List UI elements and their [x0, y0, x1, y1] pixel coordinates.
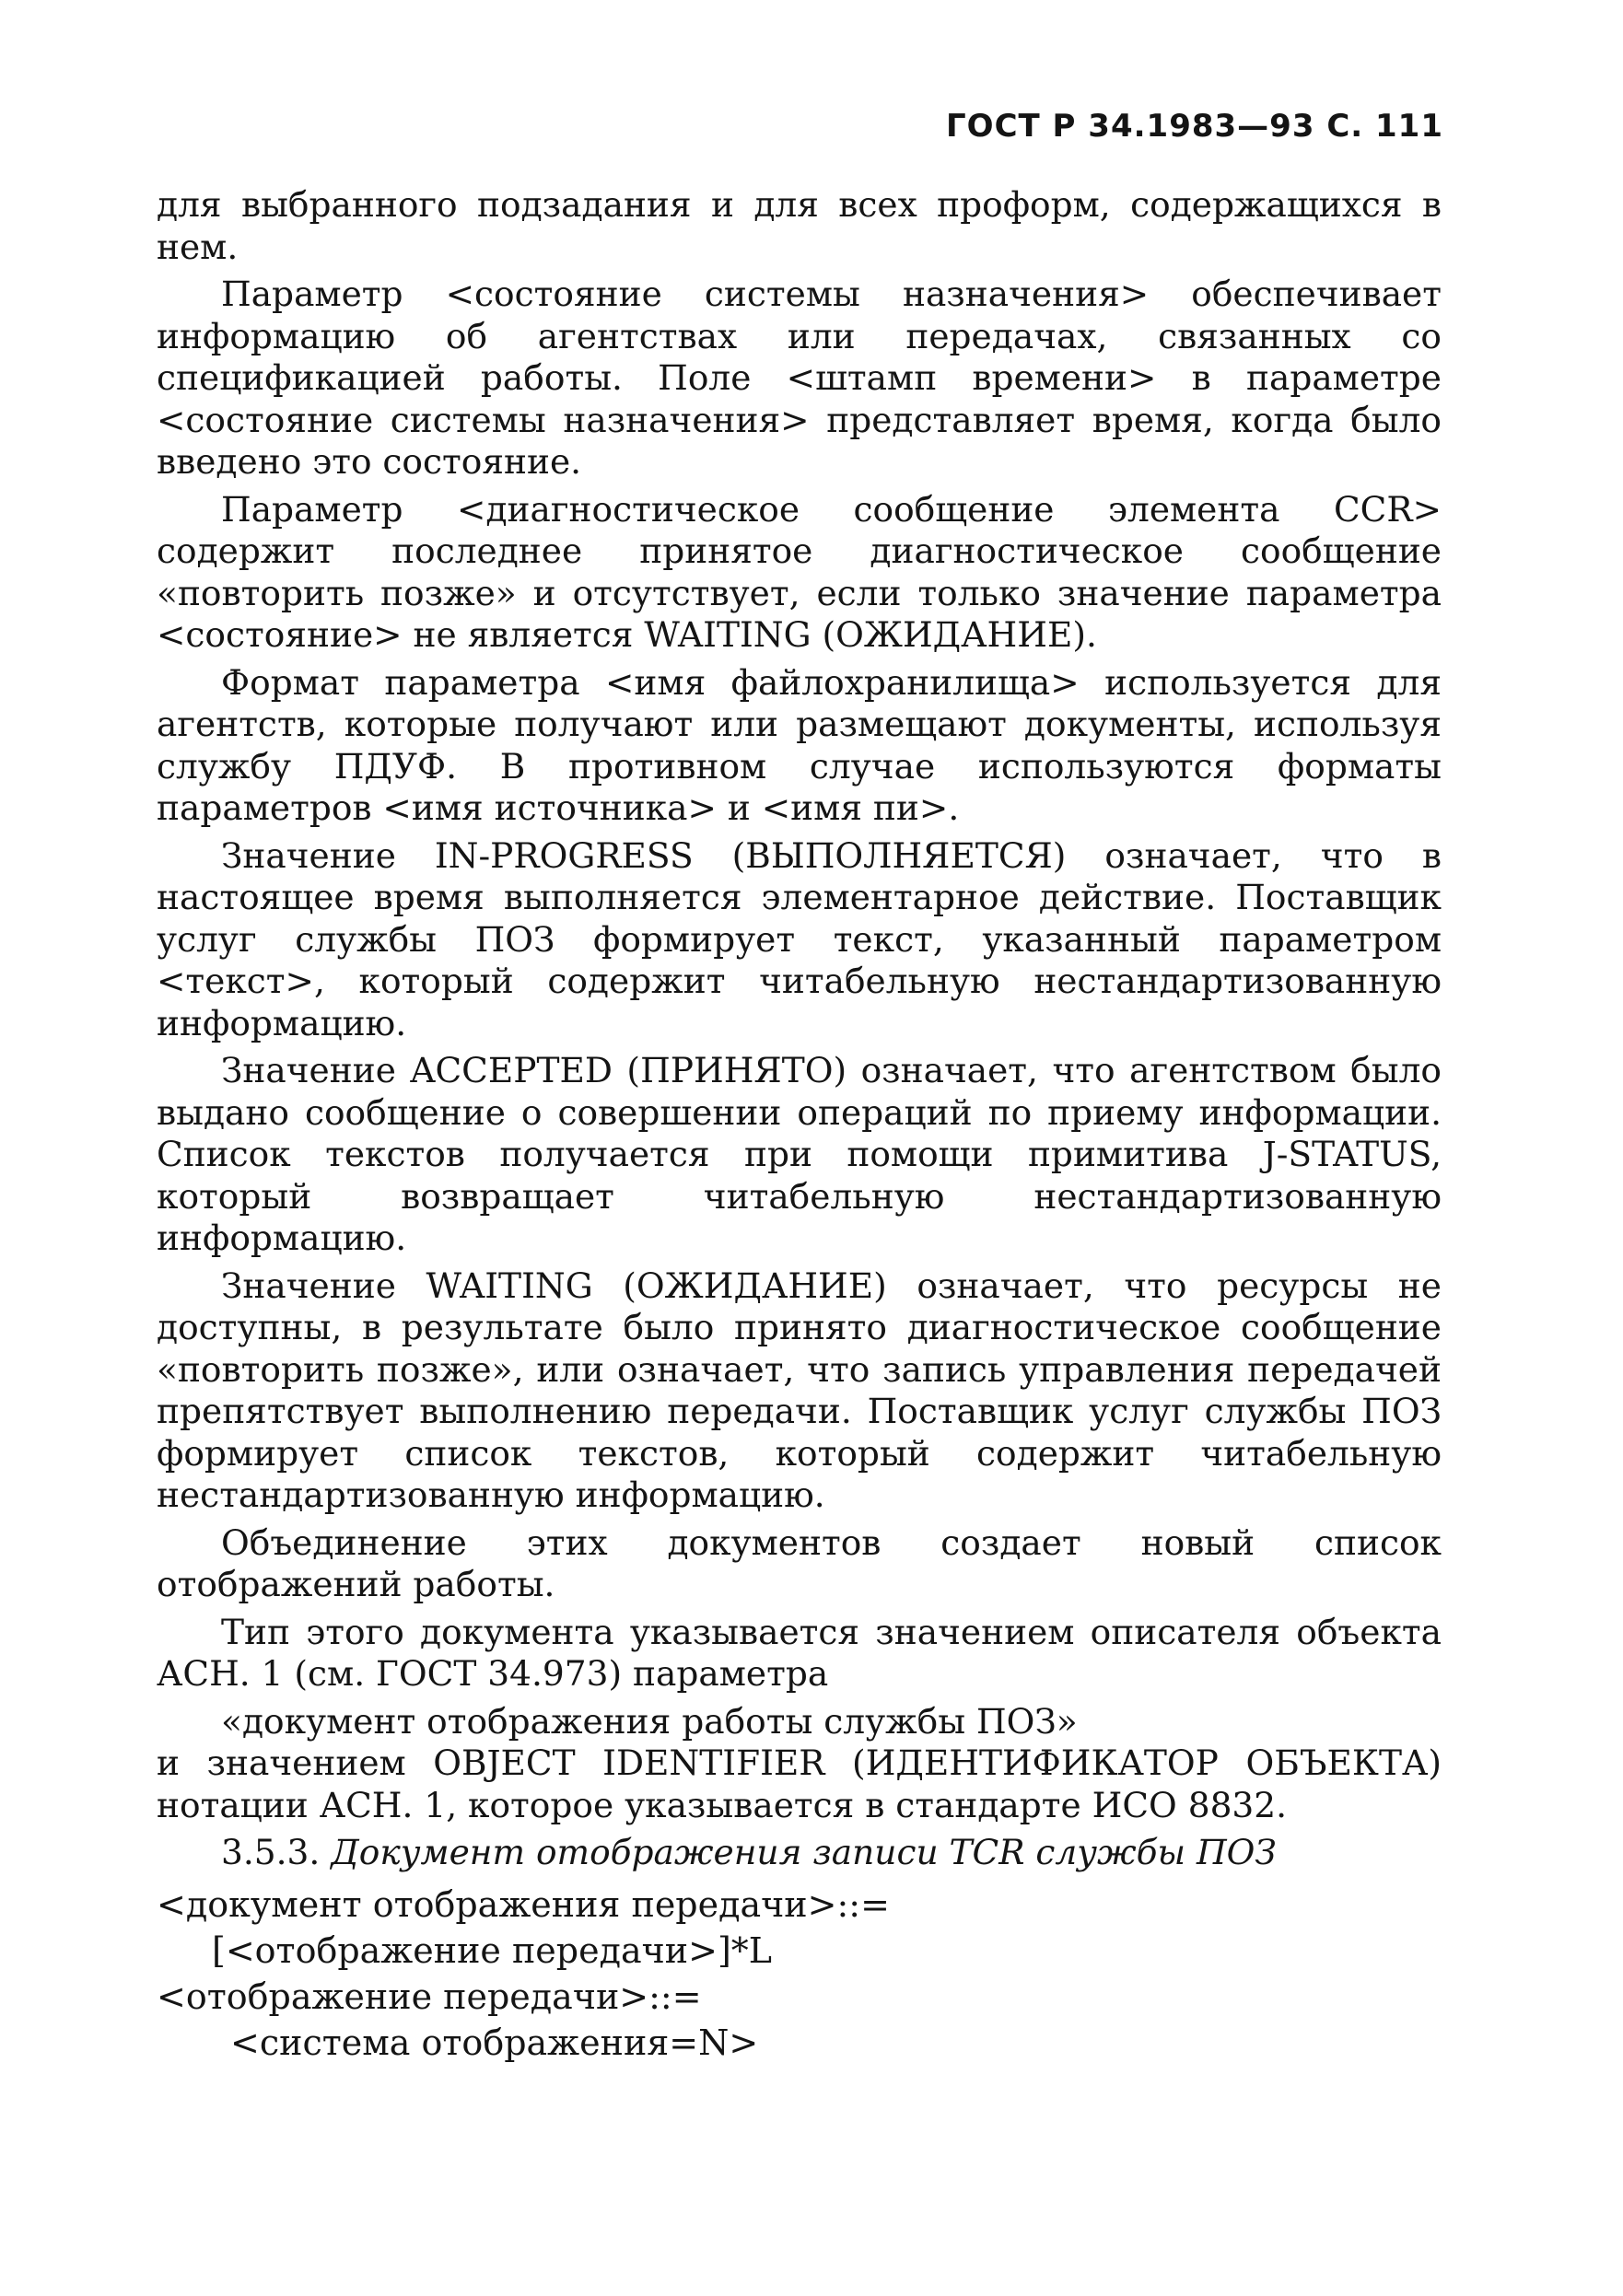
paragraph-2: Параметр <состояние системы назначения> обеспечивает информацию об агентствах или передачах, связанных со спецификацией работы. Поле <штамп времени> в параметре <состояние системы назначения> представляет время, когда было введено это состояние.	[157, 274, 1442, 482]
paragraph-6: Значение ACCEPTED (ПРИНЯТО) означает, что агентством было выдано сообщение о совершении операций по приему информации. Список текстов получается при помощи примитива J-STATUS, который возвращает читабельную нестандартизованную информацию.	[157, 1050, 1442, 1258]
paragraph-7: Значение WAITING (ОЖИДАНИЕ) означает, что ресурсы не доступны, в результате было принято диагностическое сообщение «повторить позже», или означает, что запись управления передачей препятствует выполнению передачи. Поставщик услуг службы ПОЗ формирует список текстов, который содержит читабельную нестандартизованную информацию.	[157, 1265, 1442, 1515]
grammar-line: <документ отображения передачи>::=	[157, 1883, 890, 1925]
paragraph-1: для выбранного подзадания и для всех проформ, содержащихся в нем.	[157, 184, 1442, 267]
section-title: Документ отображения записи TCR службы ПОЗ	[331, 1832, 1277, 1872]
paragraph-8: Объединение этих документов создает новый список отображений работы.	[157, 1521, 1442, 1604]
body-text	[157, 184, 1442, 2066]
grammar-line: <отображение передачи>::=	[157, 1975, 702, 2017]
section-number: 3.5.3.	[221, 1832, 321, 1872]
paragraph-5: Значение IN-PROGRESS (ВЫПОЛНЯЕТСЯ) означает, что в настоящее время выполняется элементарное действие. Поставщик услуг службы ПОЗ формирует текст, указанный параметром <текст>, который содержит читабельную нестандартизованную информацию.	[157, 834, 1442, 1043]
grammar-line: [<отображение передачи>]*L	[212, 1929, 772, 1971]
paragraph-4: Формат параметра <имя файлохранилища> используется для агентств, которые получают или размещают документы, используя службу ПДУФ. В противном случае используются форматы параметров <имя источника> и <имя пи>.	[157, 661, 1442, 828]
page-header: ГОСТ Р 34.1983—93 С. 111	[946, 108, 1443, 145]
paragraph-9: Тип этого документа указывается значением описателя объекта АСН. 1 (см. ГОСТ 34.973) параметра	[157, 1611, 1442, 1694]
section-heading	[157, 1832, 1442, 1874]
grammar-line: <система отображения=N>	[230, 2022, 759, 2063]
paragraph-continuation: и значением OBJECT IDENTIFIER (ИДЕНТИФИКАТОР ОБЪЕКТА) нотации АСН. 1, которое указывается в стандарте ИСО 8832.	[157, 1742, 1442, 1825]
grammar-block	[157, 1882, 1442, 2066]
document-name-line: «документ отображения работы службы ПОЗ»	[221, 1700, 1078, 1742]
paragraph-3: Параметр <диагностическое сообщение элемента CCR> содержит последнее принятое диагностическое сообщение «повторить позже» и отсутствует, если только значение параметра <состояние> не является WAITING (ОЖИДАНИЕ).	[157, 488, 1442, 655]
